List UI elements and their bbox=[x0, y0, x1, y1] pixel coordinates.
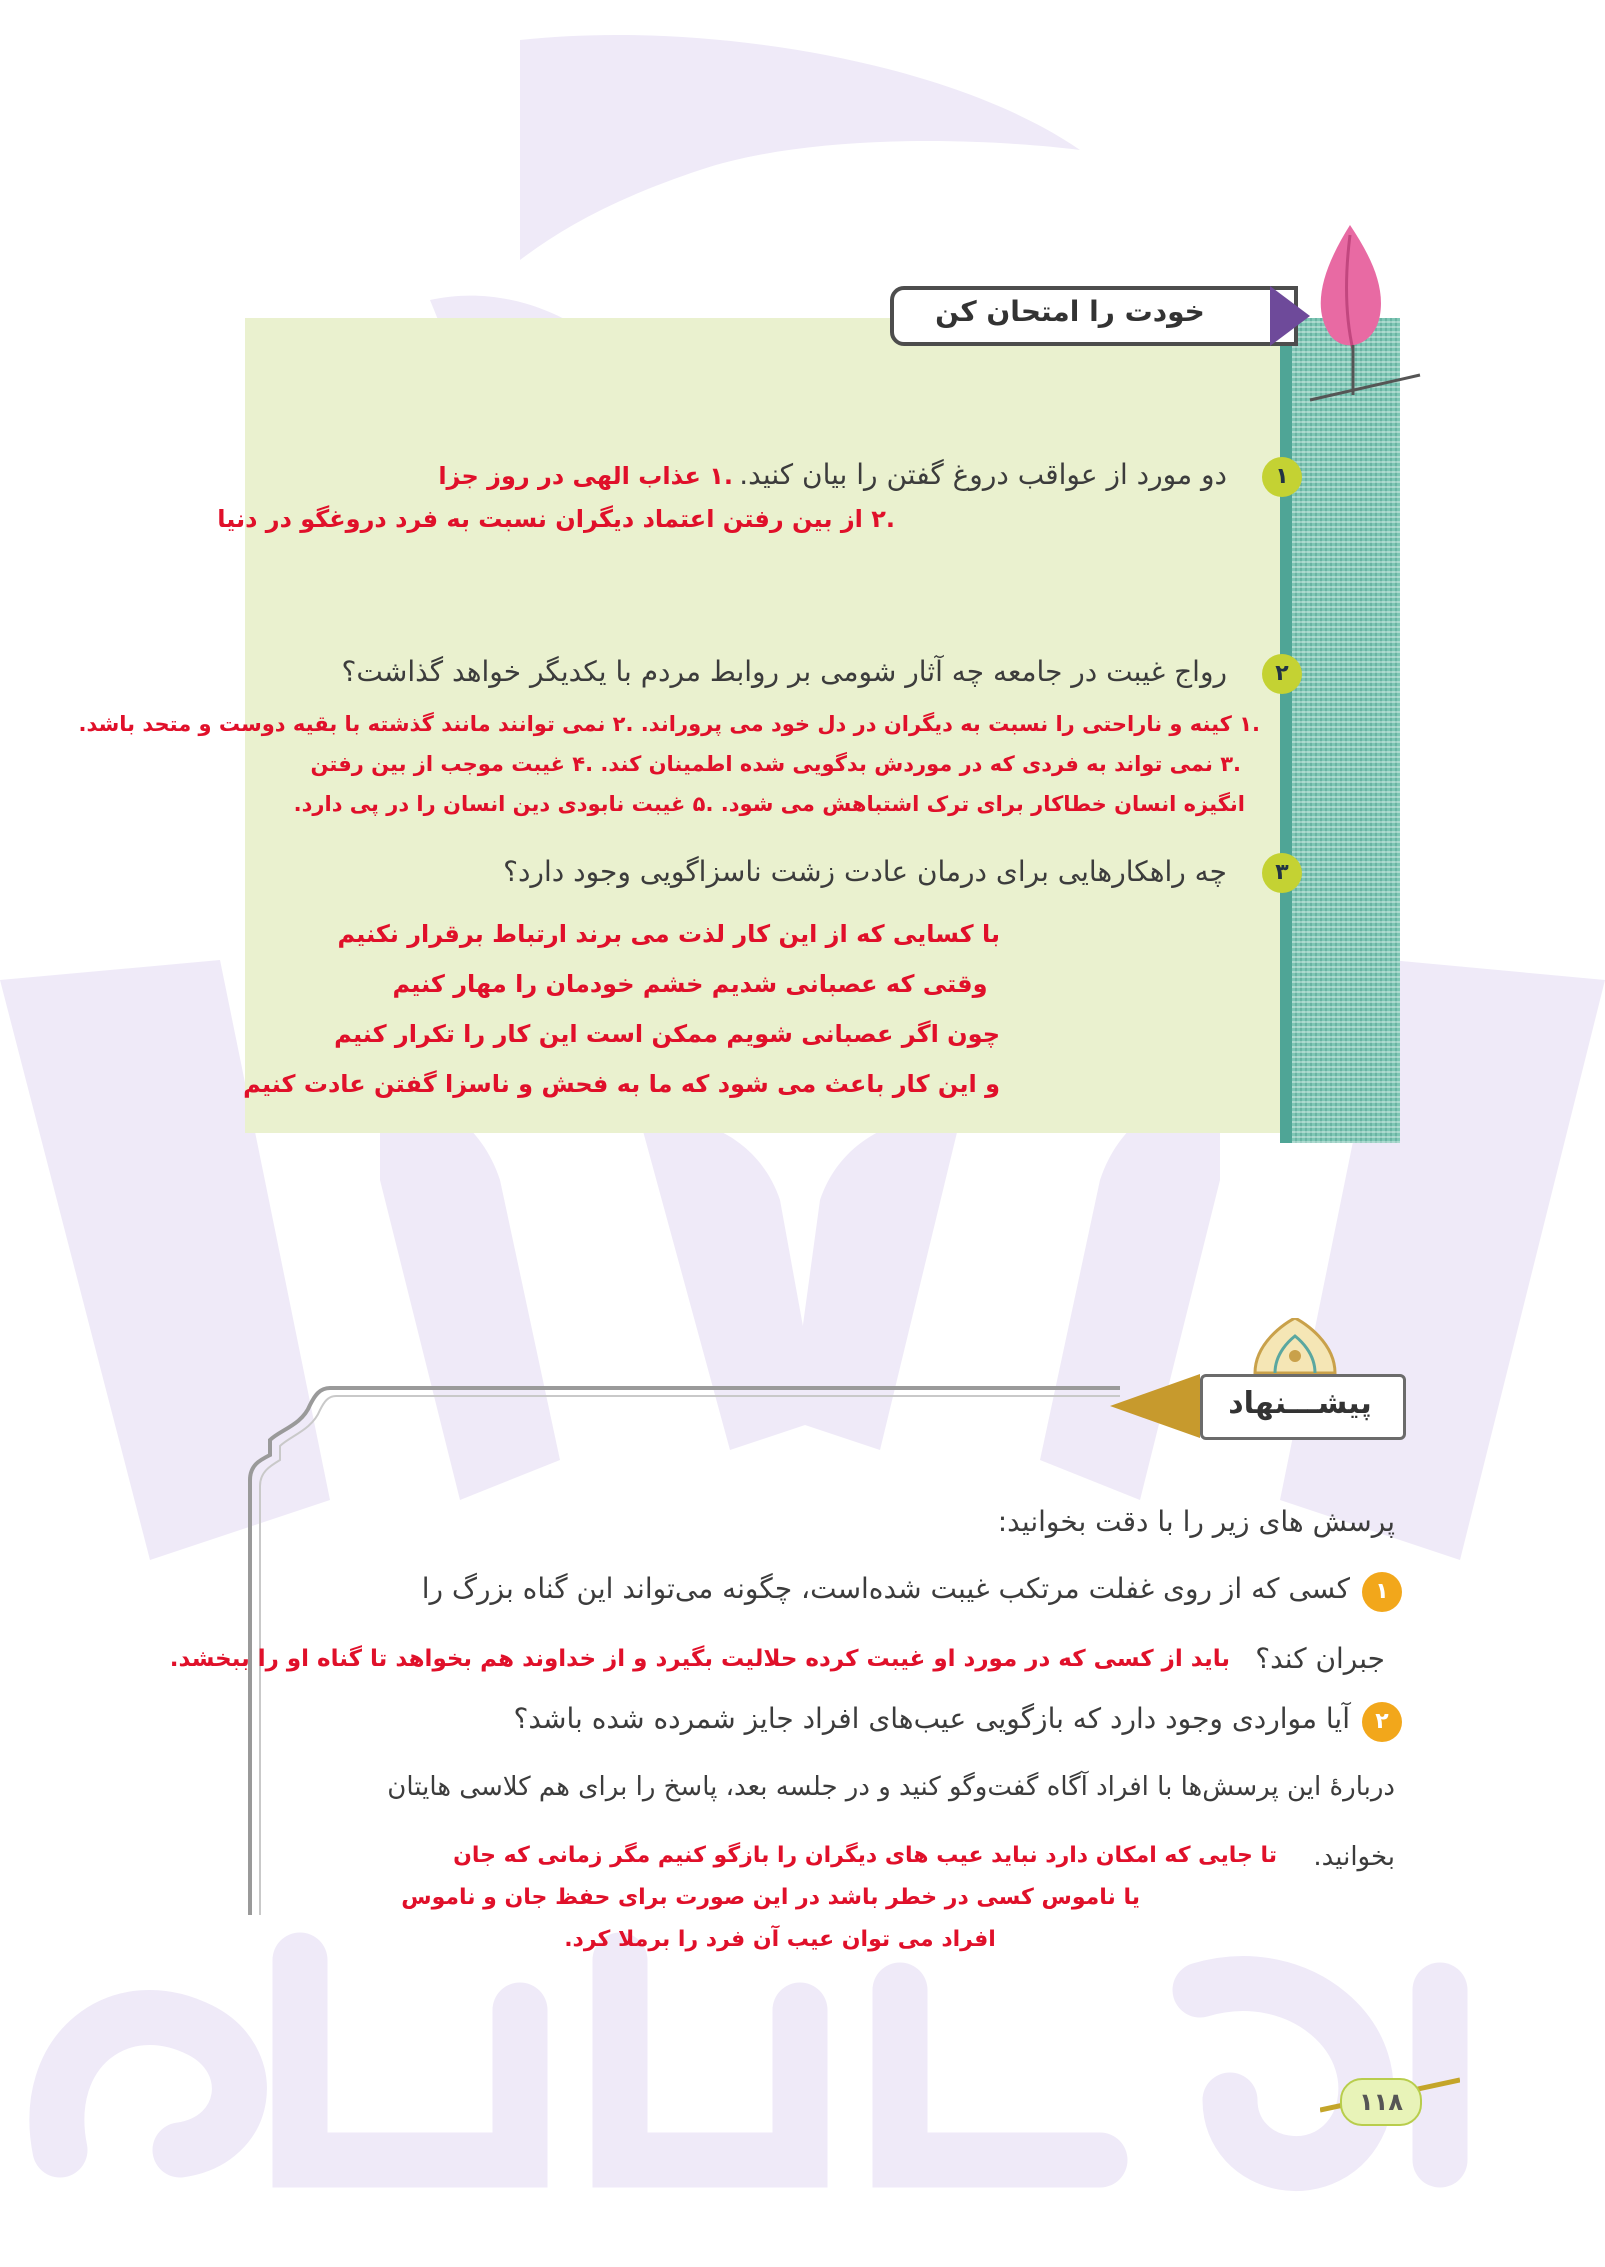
question-2-answer-line-3: انگیزه انسان خطاکار برای ترک اشتباهش می شود. .۵ غیبت نابودی دین انسان را در پی دارد. bbox=[293, 792, 1245, 816]
question-1-answer-1: .۱ عذاب الهی در روز جزا bbox=[438, 462, 733, 490]
self-test-title: خودت را امتحان کن bbox=[935, 295, 1205, 328]
self-test-header-tail bbox=[1270, 286, 1310, 346]
question-2-answer-line-1: .۱ کینه و ناراحتی را نسبت به دیگران در دل خود می پروراند. .۲ نمی توانند مانند گذشته با بقیه دوست و متحد باشد. bbox=[78, 712, 1260, 736]
suggestion-intro: پرسش های زیر را با دقت بخوانید: bbox=[997, 1505, 1395, 1538]
suggestion-title: پیشـــنهاد bbox=[1228, 1386, 1372, 1421]
self-test-header bbox=[870, 280, 1310, 350]
pink-leaf-icon bbox=[1305, 225, 1425, 415]
suggestion-question-1-answer: باید از کسی که در مورد او غیبت کرده حلالیت بگیرد و از خداوند هم بخواهد تا گناه او را ببخشد. bbox=[169, 1646, 1230, 1672]
suggestion-header bbox=[1110, 1370, 1410, 1440]
question-1-text: دو مورد از عواقب دروغ گفتن را بیان کنید. bbox=[739, 458, 1227, 491]
page-number: ۱۱۸ bbox=[1340, 2078, 1422, 2126]
suggestion-instruction: دربارهٔ این پرسش‌ها با افراد آگاه گفت‌وگو کنید و در جلسه بعد، پاسخ را برای هم کلاسی هایتان bbox=[387, 1772, 1395, 1802]
question-3-answer-line-3: چون اگر عصبانی شویم ممکن است این کار را تکرار کنیم bbox=[334, 1020, 1000, 1048]
question-2-answer-line-2: .۳ نمی تواند به فردی که در موردش بدگویی شده اطمینان کند. .۴ غیبت موجب از بین رفتن bbox=[310, 752, 1241, 776]
question-3-answer-line-4: و این کار باعث می شود که ما به فحش و ناسزا گفتن عادت کنیم bbox=[243, 1070, 1000, 1098]
suggestion-question-2-badge: ۲ bbox=[1362, 1702, 1402, 1742]
page-number-tag bbox=[1320, 2070, 1460, 2144]
suggestion-question-1-badge: ۱ bbox=[1362, 1572, 1402, 1612]
suggestion-question-1-line-1: کسی که از روی غفلت مرتکب غیبت شده‌است، چگونه می‌تواند این گناه بزرگ را bbox=[421, 1572, 1350, 1605]
suggestion-answer-line-3: افراد می توان عیب آن فرد را برملا کرد. bbox=[564, 1927, 996, 1952]
suggestion-question-1-line-2: جبران کند؟ bbox=[1255, 1642, 1385, 1675]
suggestion-question-2-text: آیا مواردی وجود دارد که بازگویی عیب‌های افراد جایز شمرده شده باشد؟ bbox=[513, 1702, 1350, 1735]
question-3-text: چه راهکارهایی برای درمان عادت زشت ناسزاگویی وجود دارد؟ bbox=[503, 855, 1227, 888]
question-2-text: رواج غیبت در جامعه چه آثار شومی بر روابط مردم با یکدیگر خواهد گذاشت؟ bbox=[341, 655, 1227, 688]
dome-ornament-icon bbox=[1245, 1318, 1345, 1378]
question-1-badge: ۱ bbox=[1262, 457, 1302, 497]
question-3-answer-line-2: وقتی که عصبانی شدیم خشم خودمان را مهار کنیم bbox=[392, 970, 988, 998]
question-3-badge: ۳ bbox=[1262, 853, 1302, 893]
question-2-badge: ۲ bbox=[1262, 654, 1302, 694]
suggestion-answer-line-2: یا ناموس کسی در خطر باشد در این صورت برای حفظ جان و ناموس bbox=[401, 1885, 1140, 1910]
suggestion-header-tail bbox=[1110, 1374, 1200, 1438]
question-1-answer-2: .۲ از بین رفتن اعتماد دیگران نسبت به فرد دروغگو در دنیا bbox=[217, 505, 895, 533]
suggestion-instruction-end: بخوانید. bbox=[1313, 1842, 1395, 1872]
self-test-panel-spine bbox=[1280, 318, 1400, 1143]
self-test-panel-edge bbox=[1280, 318, 1292, 1143]
question-3-answer-line-1: با کسایی که از این کار لذت می برند ارتباط برقرار نکنیم bbox=[337, 920, 1000, 948]
suggestion-answer-line-1: تا جایی که امکان دارد نباید عیب های دیگران را بازگو کنیم مگر زمانی که جان bbox=[453, 1843, 1277, 1868]
